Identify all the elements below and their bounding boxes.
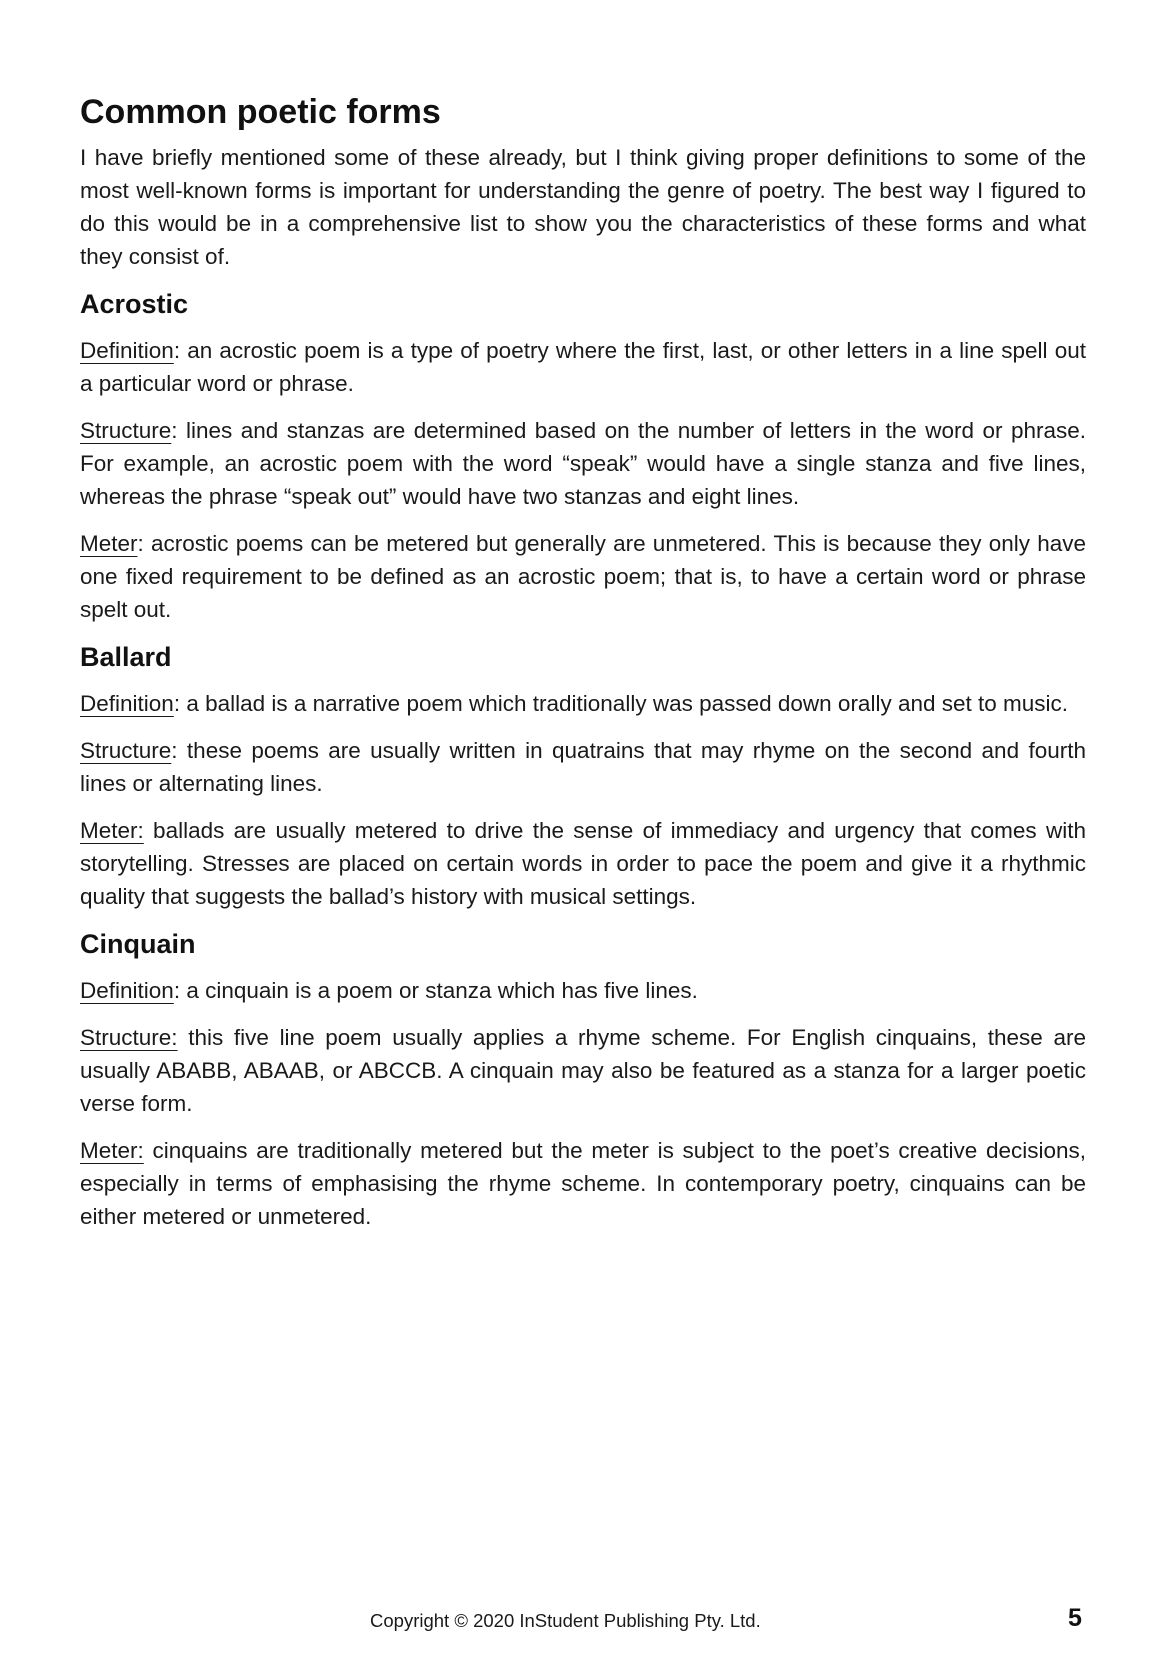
entry-label: Meter: [80, 817, 144, 843]
entry-text: an acrostic poem is a type of poetry where the first, last, or other letters in a line spell out a particular word or phrase. [80, 337, 1086, 396]
entry-separator: : [137, 530, 144, 556]
section-heading: Cinquain [80, 928, 196, 959]
entry-label: Definition [80, 337, 174, 363]
entry-label: Definition [80, 690, 174, 716]
section-heading: Acrostic [80, 288, 189, 319]
entry-label: Meter [80, 530, 138, 556]
definition-entry [80, 334, 1086, 400]
meter-entry [80, 1134, 1086, 1233]
entry-text: a ballad is a narrative poem which traditionally was passed down orally and set to music. [180, 690, 1069, 716]
entry-label: Structure [80, 417, 172, 443]
copyright-notice: Copyright © 2020 InStudent Publishing Pty. Ltd. [370, 1610, 761, 1631]
entry-separator: : [173, 690, 181, 716]
meter-entry [80, 527, 1086, 626]
page-number: 5 [1068, 1604, 1082, 1632]
entry-label: Structure [80, 737, 172, 763]
entry-label: Structure: [80, 1025, 178, 1051]
entry-text: a cinquain is a poem or stanza which has five lines. [180, 978, 698, 1004]
section-cinquain [80, 927, 1086, 1233]
document-page [80, 92, 1086, 1247]
entry-text: acrostic poems can be metered but generally are unmetered. This is because they only have one fixed requirement to be defined as an acrostic poem; that is, to have a certain word or phrase spelt out. [80, 530, 1086, 622]
entry-text: cinquains are traditionally metered but the meter is subject to the poet’s creative decisions, especially in terms of emphasising the rhyme scheme. In contemporary poetry, cinquains can be either metered or unmetered. [80, 1138, 1086, 1230]
page-title: Common poetic forms [80, 93, 441, 131]
structure-entry [80, 734, 1086, 800]
page-footer [0, 1604, 1166, 1638]
entry-label: Definition [80, 978, 174, 1004]
entry-text: ballads are usually metered to drive the sense of immediacy and urgency that comes with storytelling. Stresses are placed on certain words in order to pace the poem and give it a rhythmic quality that suggests the ballad’s history with musical settings. [80, 817, 1086, 909]
intro-paragraph: I have briefly mentioned some of these already, but I think giving proper definitions to some of the most well-known forms is important for understanding the genre of poetry. The best way I figured to do this would be in a comprehensive list to show you the characteristics of these forms and what they consist of. [80, 144, 1086, 269]
section-heading: Ballard [80, 641, 172, 672]
structure-entry [80, 1021, 1086, 1120]
entry-separator: : [173, 978, 181, 1004]
meter-entry [80, 814, 1086, 913]
entry-text: lines and stanzas are determined based on the number of letters in the word or phrase. For example, an acrostic poem with the word “speak” would have a single stanza and five lines, whereas the phrase “speak out” would have two stanzas and eight lines. [80, 417, 1086, 509]
entry-separator: : [171, 417, 178, 443]
definition-entry [80, 687, 1086, 720]
entry-text: these poems are usually written in quatrains that may rhyme on the second and fourth lines or alternating lines. [80, 737, 1086, 796]
structure-entry [80, 414, 1086, 513]
entry-separator: : [171, 737, 178, 763]
definition-entry [80, 974, 1086, 1007]
section-acrostic [80, 287, 1086, 626]
entry-label: Meter: [80, 1138, 144, 1164]
section-ballard [80, 640, 1086, 913]
entry-text: this five line poem usually applies a rhyme scheme. For English cinquains, these are usually ABABB, ABAAB, or ABCCB. A cinquain may also be featured as a stanza for a larger poetic verse form. [80, 1025, 1086, 1117]
entry-separator: : [173, 337, 181, 363]
